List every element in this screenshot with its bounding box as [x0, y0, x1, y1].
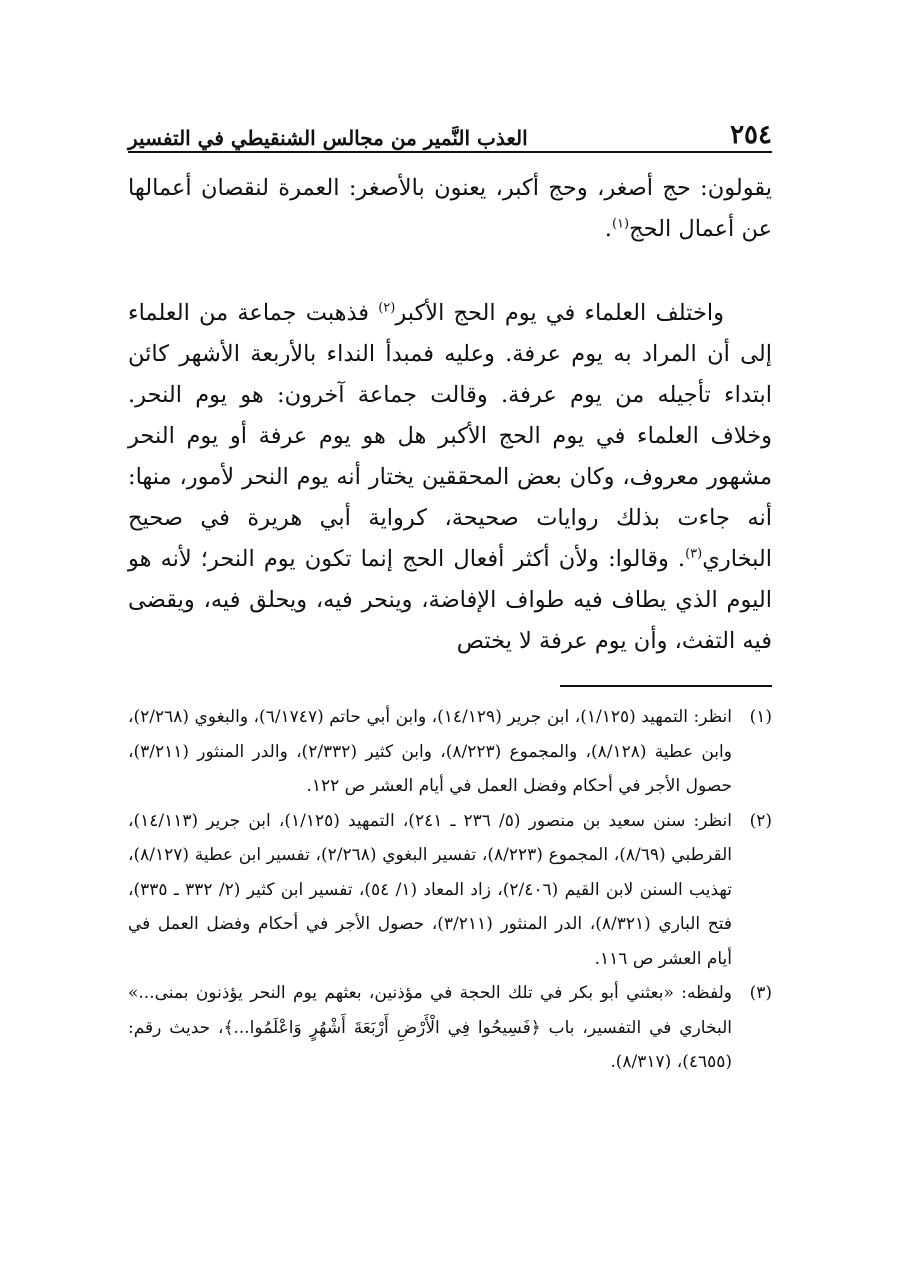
main-text [128, 168, 772, 662]
running-header [128, 106, 772, 150]
footnote-number: (٣) [749, 983, 772, 1003]
footnote-text: انظر: سنن سعيد بن منصور (٥/ ٢٣٦ ـ ٢٤١)، التمهيد (١/١٢٥)، ابن جرير (١٤/١١٣)، القرطبي (٨/٦٩)، المجموع (٨/٢٢٣)، تفسير البغوي (٢/٢٦٨)، تفسير ابن عطية (٨/١٢٧)، تهذيب السنن لابن القيم (٢/٤٠٦)، زاد المعاد (١/ ٥٤)، تفسير ابن كثير (٢/ ٣٣٢ ـ ٣٣٥)، فتح الباري (٨/٣٢١)، الدر المنثور (٣/٢١١)، حصول الأجر في أحكام وفضل العمل في أيام العشر ص ١١٦. [128, 810, 732, 969]
footnote-2 [128, 804, 772, 977]
footnote-3 [128, 976, 772, 1080]
footnote-1 [128, 700, 772, 804]
paragraph-1: يقولون: حج أصغر، وحج أكبر، يعنون بالأصغر: العمرة لنقصان أعمالها عن أعمال الحج$^{(١)}$. [128, 175, 772, 242]
paragraph-gap [128, 250, 772, 293]
footnote-ref-2: (٢) [378, 300, 396, 316]
footnotes [128, 700, 772, 1080]
footnote-ref-3: (٣) [685, 546, 703, 562]
paragraph-2: واختلف العلماء في يوم الحج الأكبر$^{(٢)}$ فذهبت جماعة من العلماء إلى أن المراد به يوم عرفة. وعليه فمبدأ النداء بالأربعة الأشهر كائن ابتداء تأجيله من يوم عرفة. وقالت جماعة آخرون: هو يوم النحر. وخلاف العلماء في يوم الحج الأكبر هل هو يوم عرفة أو يوم النحر مشهور معروف، وكان بعض المحققين يختار أنه يوم النحر لأمور، منها: أنه جاءت بذلك روايات صحيحة، كرواية أبي هريرة في صحيح البخاري$^{(٣)}$. وقالوا: ولأن أكثر أفعال الحج إنما تكون يوم النحر؛ لأنه هو اليوم الذي يطاف فيه طواف الإفاضة، وينحر فيه، ويحلق فيه، ويقضى فيه التفث، وأن يوم عرفة لا يختص [128, 300, 772, 654]
header-divider [128, 151, 772, 153]
book-title: العذب النَّمير من مجالس الشنقيطي في التفسير [128, 126, 528, 150]
footnote-number: (١) [749, 707, 772, 727]
footnote-text: انظر: التمهيد (١/١٢٥)، ابن جرير (١٤/١٢٩)، وابن أبي حاتم (٦/١٧٤٧)، والبغوي (٢/٢٦٨)، وابن عطية (٨/١٢٨)، والمجموع (٨/٢٢٣)، وابن كثير (٢/٣٣٢)، والدر المنثور (٣/٢١١)، حصول الأجر في أحكام وفضل العمل في أيام العشر ص ١٢٢. [128, 707, 732, 796]
footnote-text: ولفظه: «بعثني أبو بكر في تلك الحجة في مؤذنين، بعثهم يوم النحر يؤذنون بمنى...» البخاري في التفسير، باب ﴿فَسِيحُوا فِي الْأَرْضِ أَرْبَعَةَ أَشْهُرٍ وَاعْلَمُوا...﴾، حديث رقم: (٤٦٥٥)، (٨/٣١٧). [128, 983, 732, 1072]
footnote-divider [560, 685, 772, 687]
page-number: ٢٥٤ [730, 120, 772, 150]
footnote-number: (٢) [749, 810, 772, 831]
footnote-ref-1: (١) [611, 216, 630, 232]
